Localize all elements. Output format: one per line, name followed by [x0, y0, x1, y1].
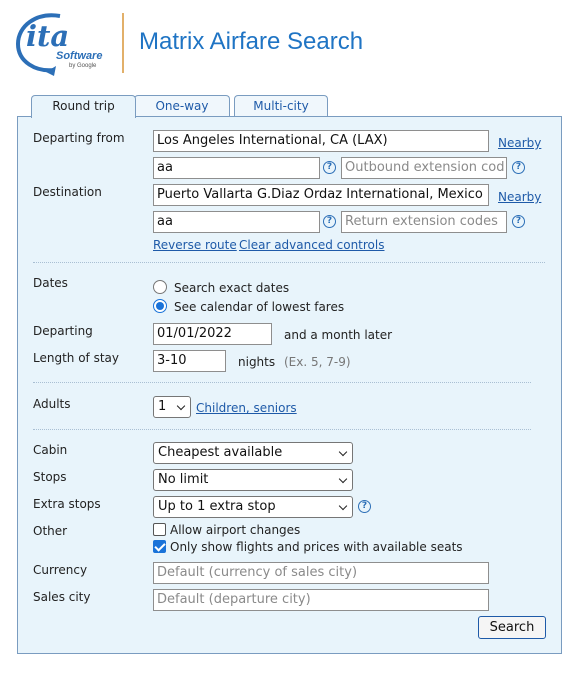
return-extension-input[interactable]: Return extension codes: [341, 211, 507, 233]
sales-city-input[interactable]: Default (departure city): [153, 589, 489, 611]
section-separator: [33, 382, 531, 383]
other-label: Other: [33, 524, 68, 538]
calendar-lowest-fares-label[interactable]: See calendar of lowest fares: [174, 300, 345, 314]
reverse-route-link[interactable]: Reverse route: [153, 238, 237, 252]
return-extension-help-icon[interactable]: ?: [512, 215, 525, 228]
logo-byline: by Google: [69, 63, 97, 69]
chevron-down-icon: [339, 448, 347, 456]
search-button[interactable]: Search: [478, 616, 546, 639]
currency-label: Currency: [33, 563, 88, 577]
adults-select[interactable]: [153, 396, 191, 418]
children-seniors-link[interactable]: Children, seniors: [196, 401, 297, 415]
outbound-routing-input[interactable]: aa: [153, 157, 320, 179]
dates-label: Dates: [33, 276, 68, 290]
cabin-select-value: Cheapest available: [158, 445, 283, 460]
extra-stops-help-icon[interactable]: ?: [358, 500, 371, 513]
currency-input[interactable]: Default (currency of sales city): [153, 562, 489, 584]
return-routing-input[interactable]: aa: [153, 211, 320, 233]
length-of-stay-input[interactable]: 3-10: [153, 350, 226, 372]
adults-label: Adults: [33, 397, 71, 411]
calendar-lowest-fares-radio[interactable]: [153, 299, 167, 313]
departing-nearby-link[interactable]: Nearby: [498, 136, 542, 150]
extra-stops-select-value: Up to 1 extra stop: [158, 499, 276, 514]
departing-from-label: Departing from: [33, 131, 125, 145]
outbound-extension-input[interactable]: Outbound extension cod: [341, 157, 507, 179]
length-of-stay-hint: (Ex. 5, 7-9): [284, 355, 351, 369]
destination-label: Destination: [33, 185, 102, 199]
logo-text: ita: [26, 19, 70, 53]
departing-from-input[interactable]: Los Angeles International, CA (LAX): [153, 130, 489, 152]
allow-airport-changes-label[interactable]: Allow airport changes: [170, 523, 301, 537]
destination-nearby-link[interactable]: Nearby: [498, 190, 542, 204]
stops-label: Stops: [33, 470, 67, 484]
outbound-routing-help-icon[interactable]: ?: [323, 161, 336, 174]
cabin-label: Cabin: [33, 443, 68, 457]
stops-select[interactable]: [153, 469, 353, 491]
extra-stops-select[interactable]: [153, 496, 353, 518]
tab-round-trip[interactable]: Round trip: [31, 95, 136, 118]
destination-input[interactable]: Puerto Vallarta G.Diaz Ordaz International, Mexico: [153, 184, 489, 206]
allow-airport-changes-checkbox[interactable]: [153, 523, 166, 536]
extra-stops-label: Extra stops: [33, 497, 101, 511]
stops-select-value: No limit: [158, 472, 209, 487]
departing-date-label: Departing: [33, 324, 93, 338]
chevron-down-icon: [339, 502, 347, 510]
sales-city-label: Sales city: [33, 590, 91, 604]
tab-multi-city[interactable]: Multi-city: [234, 95, 328, 117]
section-separator: [33, 429, 531, 430]
departing-date-suffix: and a month later: [284, 328, 393, 342]
departing-date-input[interactable]: 01/01/2022: [153, 323, 272, 345]
search-exact-dates-radio[interactable]: [153, 280, 167, 294]
logo-subtext: Software: [56, 50, 103, 62]
clear-advanced-controls-link[interactable]: Clear advanced controls: [239, 238, 385, 252]
header-divider: [122, 13, 124, 73]
outbound-extension-help-icon[interactable]: ?: [512, 161, 525, 174]
only-available-seats-checkbox[interactable]: [153, 540, 166, 553]
search-exact-dates-label[interactable]: Search exact dates: [174, 281, 290, 295]
section-separator: [33, 262, 545, 263]
return-routing-help-icon[interactable]: ?: [323, 215, 336, 228]
adults-select-value: 1: [158, 399, 167, 414]
chevron-down-icon: [177, 402, 185, 410]
cabin-select[interactable]: [153, 442, 353, 464]
tab-one-way[interactable]: One-way: [134, 95, 230, 117]
page-title: Matrix Airfare Search: [139, 28, 364, 55]
only-available-seats-label[interactable]: Only show flights and prices with available seats: [170, 540, 463, 554]
chevron-down-icon: [339, 475, 347, 483]
length-of-stay-label: Length of stay: [33, 351, 119, 365]
nights-label: nights: [238, 355, 276, 369]
